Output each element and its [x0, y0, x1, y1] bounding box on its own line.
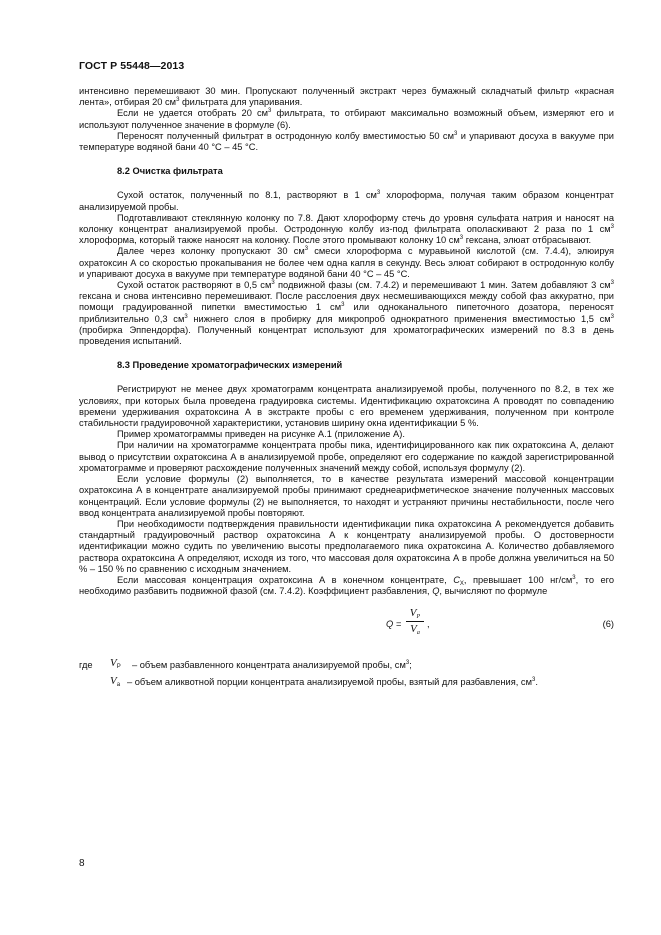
document-body [79, 86, 614, 691]
paragraph: Переносят полученный фильтрат в остродонную колбу вместимостью 50 $см^3$ и упаривают досуха в вакууме при температуре водяной бани 40 °С – 45 °С. [79, 130, 614, 153]
paragraph: Если условие формулы (2) выполняется, то в качестве результата измерений массовой концентрации охратоксина А в концентрате анализируемой пробы принимают среднеарифметическое значение полученных массовых концентраций. Если условие формулы (2) не выполняется, то находят и устраняют причины нестабильности, после чего ввод концентрата анализируемой пробы повторяют. [79, 474, 614, 518]
formula-number: (6) [602, 619, 614, 630]
variable-definitions [79, 657, 614, 691]
section-heading-8-3: 8.3 Проведение хроматографических измерений [117, 360, 343, 371]
paragraph: Регистрируют не менее двух хроматограмм концентрата анализируемой пробы, полученного по 8.2, в тех же условиях, при которых была проведена градуировка системы. Идентификацию охратоксина А проводят по совпадению времени удерживания охратоксина А в экстракте пробы с его временем удерживания, полученном при контроле стабильности градуировочной характеристики, установив ширину окна идентификации 5 %. [79, 384, 614, 429]
formula-equals: = [396, 619, 402, 630]
paragraph: Сухой остаток растворяют в 0,5 $см^3$ подвижной фазы (см. 7.4.2) и перемешивают 1 мин. Затем добавляют 3 $см^3$ гексана и снова интенсивно перемешивают. После расслоения двух несмешивающихся между собой фаз аккуратно, при помощи градуированной пипетки вместимостью 1 $см^3$ или одноканального пипеточного дозатора, переносят приблизительно 0,3 $см^3$ нижнего слоя в пробирку для микропроб однократного применения вместимостью 1,5 $см^3$ (пробирка Эппендорфа). Полученный концентрат используют для хроматографических измерений по 8.3 в день проведения испытаний. [79, 280, 614, 347]
paragraph: интенсивно перемешивают 30 мин. Пропускают полученный экстракт через бумажный складчатый фильтр «красная лента», отбирая 20 $см^3$ фильтрата для упаривания. [79, 86, 614, 108]
formula-lhs: Q [386, 619, 394, 630]
paragraph: При наличии на хроматограмме концентрата пробы пика, идентифицированного как пик охратоксина А, делают вывод о присутствии охратоксина А в анализируемой пробе, определяют его содержание по каждой зарегистрированной хроматограмме и проверяют расхождение полученных значений между собой, используя формулу (2). [79, 440, 614, 473]
formula-fraction: $V_P$ $V_a$ [406, 607, 424, 636]
paragraph: Если не удается отобрать 20 $см^3$ фильтрата, то отбирают максимально возможный объем, измеряют его и используют полученное значение в формуле (6). [79, 108, 614, 130]
document-header: ГОСТ Р 55448—2013 [79, 60, 185, 72]
paragraph: При необходимости подтверждения правильности идентификации пика охратоксина А рекомендуется добавить стандартный градуировочный раствор охратоксина А к концентрату анализируемой пробы. О достоверности идентификации можно судить по увеличению высоты предполагаемого пика охратоксина А. Количество добавляемого раствора охратоксина А определяют, исходя из того, что массовая доля охратоксина А в пробе должна увеличиться на 50 % – 150 % по сравнению с исходным значением. [79, 518, 614, 574]
formula-6: Q = $V_P$ $V_a$ , (6) [386, 607, 614, 637]
paragraph: Пример хроматограммы приведен на рисунке А.1 (приложение А). [117, 429, 405, 440]
paragraph: Сухой остаток, полученный по 8.1, растворяют в 1 $см^3$ хлороформа, получая таким образом концентрат анализируемой пробы. [79, 190, 614, 212]
paragraph: Подготавливают стеклянную колонку по 7.8. Дают хлороформу стечь до уровня сульфата натрия и наносят на колонку концентрат анализируемой пробы. Остродонную колбу из-под фильтрата ополаскивают 2 раза по 1 $см^3$ хлороформа, который также наносят на колонку. После этого промывают колонку 10 $см^3$ гексана, элюат отбрасывают. [79, 212, 614, 246]
section-heading-8-2: 8.2 Очистка фильтрата [117, 166, 223, 177]
definition-row: где $V_P$ – объем разбавленного концентрата анализируемой пробы, $см^3$; [79, 657, 412, 671]
paragraph: Если массовая концентрация охратоксина А в конечном концентрате, $C_X$, превышает 100 $нг/см^3$, то его необходимо разбавить подвижной фазой (см. 7.4.2). Коэффициент разбавления, Q, вычисляют по формуле [79, 574, 614, 597]
definition-row: $V_a$ – объем аликвотной порции концентрата анализируемой пробы, взятый для разбавления, $см^3$. [110, 675, 538, 689]
paragraph: Далее через колонку пропускают 30 $см^3$ смеси хлороформа с муравьиной кислотой (см. 7.4.4), элюируя охратоксин А со скоростью прокапывания не более чем одна капля в секунду. Весь элюат собирают в остродонную колбу и упаривают досуха в вакууме при температуре водяной бани 40 °С – 45 °С. [79, 246, 614, 279]
page-number: 8 [79, 858, 85, 869]
